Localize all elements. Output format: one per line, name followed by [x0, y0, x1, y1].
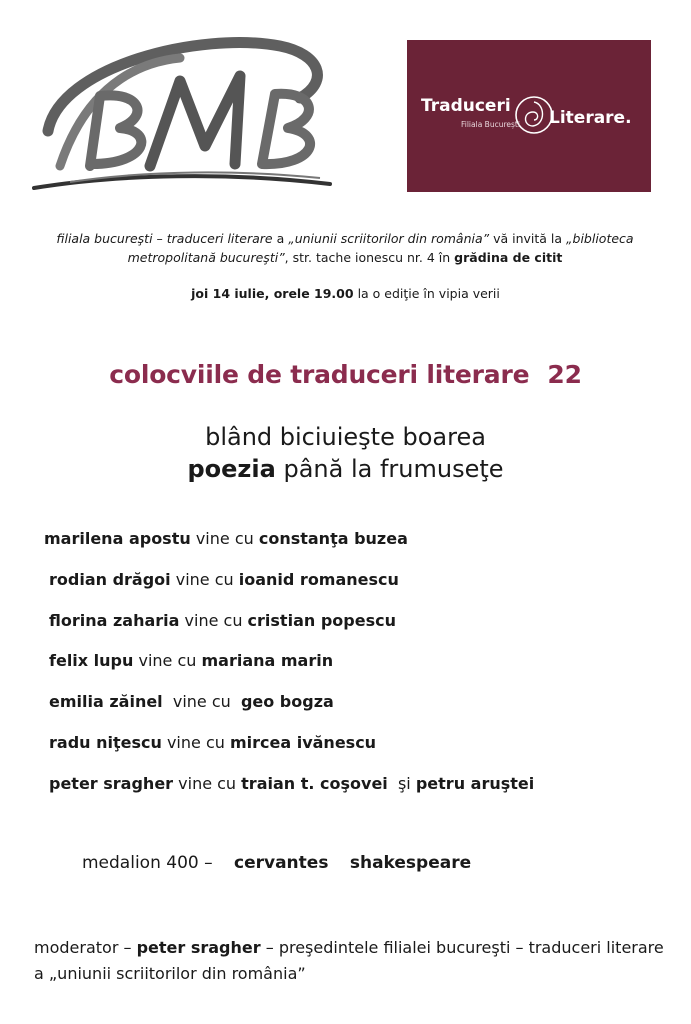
event-date-time: joi 14 iulie, orele 19.00	[191, 286, 354, 301]
and-word: şi	[387, 773, 416, 793]
medalion-label: medalion 400 –	[82, 853, 213, 873]
intro-library: „biblioteca metropolitană bucureşti”	[127, 231, 634, 265]
translator-name: radu niţescu	[49, 732, 162, 752]
list-item	[49, 610, 664, 651]
list-item	[44, 528, 664, 569]
title-number: 22	[547, 360, 582, 389]
poet-name: mircea ivănescu	[229, 732, 377, 752]
list-item	[49, 691, 664, 732]
event-date-note: la o ediţie în vipia verii	[353, 286, 500, 301]
title-text: colocviile de traduceri literare	[109, 360, 530, 389]
motto-line2-bold: poezia	[187, 455, 276, 483]
logo-subtitle: Filiala București	[461, 120, 520, 129]
list-item	[49, 650, 664, 691]
moderator-line2: a „uniunii scriitorilor din românia”	[34, 964, 306, 983]
vine-cu: vine cu	[161, 732, 230, 752]
logo-word-traduceri: Traduceri	[421, 96, 511, 116]
motto-line2	[0, 453, 691, 485]
vine-cu: vine cu	[162, 692, 241, 712]
translator-name: rodian drăgoi	[49, 569, 171, 589]
traduceri-literare-logo	[407, 40, 651, 192]
moderator-line1	[34, 935, 674, 961]
moderator-label: moderator –	[34, 938, 137, 957]
list-item	[49, 773, 664, 814]
vine-cu: vine cu	[179, 610, 248, 630]
motto	[0, 421, 691, 485]
list-item	[49, 732, 664, 773]
page-title	[0, 360, 691, 389]
poet-name: constanţa buzea	[258, 529, 408, 548]
bmb-logo-graphic	[30, 36, 336, 196]
list-item	[49, 569, 664, 610]
poet-name: geo bogza	[240, 692, 334, 712]
bmb-logo-label: BMB	[70, 187, 75, 189]
motto-line1: blând biciuieşte boarea	[205, 423, 486, 451]
vine-cu: vine cu	[170, 569, 239, 589]
moderator-role: – preşedintele filialei bucureşti – traduceri literare	[260, 938, 664, 957]
moderator-line	[34, 935, 674, 987]
intro-invite: vă invită la	[489, 231, 567, 246]
moderator-name: peter sragher	[136, 938, 261, 957]
translator-name: peter sragher	[49, 773, 174, 793]
medalion-name-shakespeare: shakespeare	[349, 853, 472, 873]
translator-name: marilena apostu	[44, 529, 191, 548]
vine-cu: vine cu	[173, 773, 242, 793]
poet-name: traian t. coşovei	[241, 773, 388, 793]
motto-line2-rest: până la frumuseţe	[275, 455, 504, 483]
poet-name-extra: petru aruştei	[415, 773, 535, 793]
intro-paragraph	[40, 229, 650, 267]
poet-name: mariana marin	[201, 651, 334, 671]
intro-garden: grădina de citit	[454, 250, 563, 265]
intro-union: „uniunii scriitorilor din românia”	[288, 231, 490, 246]
event-date	[0, 286, 691, 301]
medalion-line	[82, 853, 471, 873]
intro-address: , str. tache ionescu nr. 4 în	[284, 250, 455, 265]
poet-name: ioanid romanescu	[238, 569, 399, 589]
logo-word-literare: Literare.	[549, 108, 632, 128]
medalion-name-cervantes: cervantes	[234, 853, 329, 873]
translator-name: florina zaharia	[49, 610, 180, 630]
vine-cu: vine cu	[133, 651, 202, 671]
vine-cu: vine cu	[190, 529, 259, 548]
poet-name: cristian popescu	[247, 610, 396, 630]
translator-poet-list	[44, 528, 664, 814]
translator-name: felix lupu	[49, 651, 134, 671]
intro-a: a	[272, 231, 289, 246]
bmb-logo	[30, 36, 336, 196]
translator-name: emilia zăinel	[49, 692, 163, 712]
intro-branch: filiala bucureşti – traduceri literare	[56, 231, 273, 246]
